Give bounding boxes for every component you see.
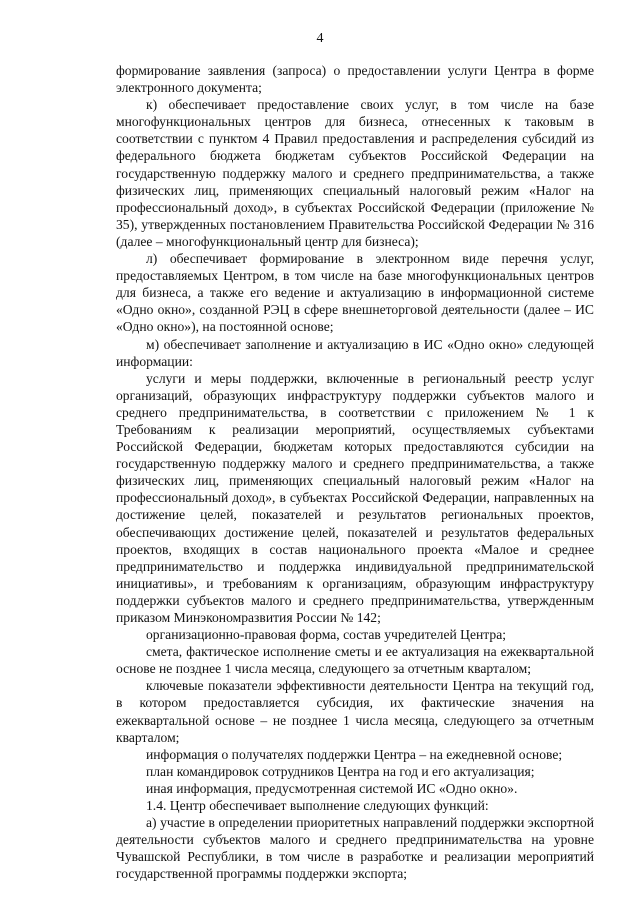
paragraph-item-a: а) участие в определении приоритетных направлений поддержки экспортной деятельности субъектов малого и среднего предпринимательства на уровне Чувашской Республики, в том числе в разработке и реализации мероприятий государственной программы поддержки экспорта; (116, 815, 594, 882)
document-body (116, 62, 594, 883)
paragraph-item-k: к) обеспечивает предоставление своих услуг, в том числе на базе многофункциональных центров для бизнеса, отнесенных к таковым в соответствии с пунктом 4 Правил предоставления и распределения субсидий из федерального бюджета бюджетам субъектов Российской Федерации на государственную поддержку малого и среднего предпринимательства, а также физических лиц, применяющих специальный налоговый режим «Налог на профессиональный доход», в субъектах Российской Федерации (приложение № 35), утвержденных постановлением Правительства Российской Федерации № 316 (далее – многофункциональный центр для бизнеса); (116, 97, 594, 249)
paragraph-section-1-4: 1.4. Центр обеспечивает выполнение следующих функций: (146, 798, 489, 814)
page-number: 4 (316, 31, 324, 46)
paragraph-item-m: м) обеспечивает заполнение и актуализацию в ИС «Одно окно» следующей информации: (116, 336, 594, 369)
paragraph-kpi: ключевые показатели эффективности деятельности Центра на текущий год, в котором предоставляется субсидия, их фактические значения на ежеквартальной основе – не позднее 1 числа месяца, следующего за отчетным кварталом; (116, 678, 594, 745)
paragraph-services-and-support: услуги и меры поддержки, включенные в региональный реестр услуг организаций, образующих инфраструктуру поддержки субъектов малого и среднего предпринимательства, в соответствии с приложением № 1 к Требованиям к реализации мероприятий, осуществляемых субъектами Российской Федерации, бюджетам которых предоставляются субсидии на государственную поддержку малого и среднего предпринимательства, а также физических лиц, применяющих специальный налоговый режим «Налог на профессиональный доход», в субъектах Российской Федерации, направленных на достижение целей, показателей и результатов региональных проектов, обеспечивающих достижение целей, показателей и результатов федеральных проектов, входящих в состав национального проекта «Малое и среднее предпринимательство и поддержка индивидуальной предпринимательской инициативы», и требованиям к организациям, образующим инфраструктуру поддержки субъектов малого и среднего предпринимательства, утвержденным приказом Минэкономразвития России № 142; (116, 370, 594, 625)
paragraph-continuation: формирование заявления (запроса) о предоставлении услуги Центра в форме электронного документа; (116, 63, 594, 96)
paragraph-business-trips: план командировок сотрудников Центра на год и его актуализация; (146, 763, 535, 779)
paragraph-item-l: л) обеспечивает формирование в электронном виде перечня услуг, предоставляемых Центром, в том числе на базе многофункциональных центров для бизнеса, а также его ведение и актуализацию в информационной системе «Одно окно», созданной РЭЦ в сфере внешнеторговой деятельности (далее – ИС «Одно окно»), на постоянной основе; (116, 251, 594, 335)
paragraph-recipients: информация о получателях поддержки Центра – на ежедневной основе; (146, 746, 563, 762)
paragraph-budget-estimate: смета, фактическое исполнение сметы и ее актуализация на ежеквартальной основе не позднее 1 числа месяца, следующего за отчетным кварталом; (116, 644, 594, 677)
paragraph-other-info: иная информация, предусмотренная системой ИС «Одно окно». (146, 780, 518, 796)
paragraph-legal-form: организационно-правовая форма, состав учредителей Центра; (146, 627, 507, 643)
